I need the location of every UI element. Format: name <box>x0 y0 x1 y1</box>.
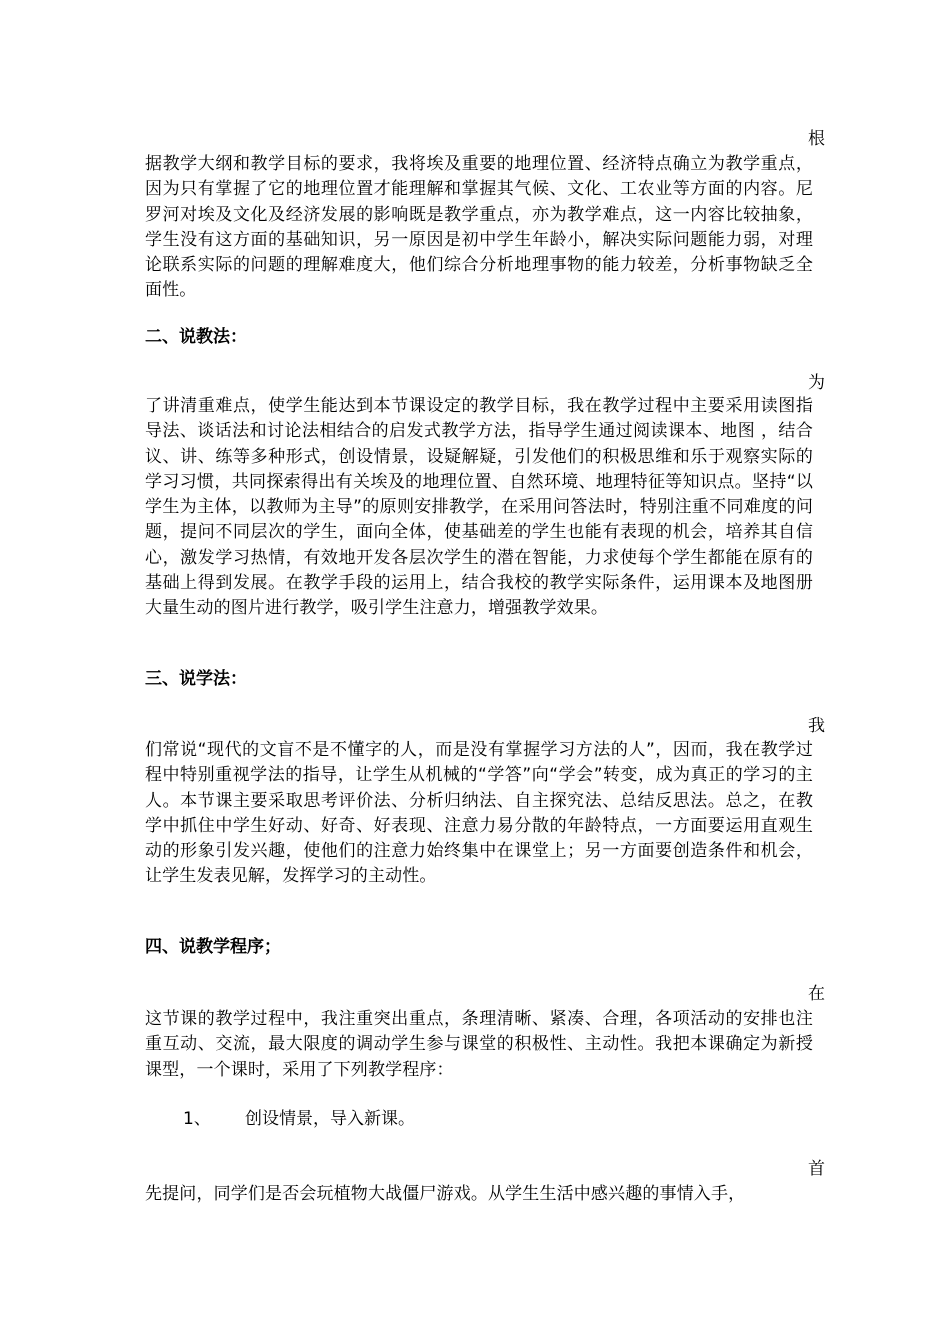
heading-learning-method: 三、说学法： <box>145 669 247 689</box>
paragraph-teaching-procedure: 这节课的教学过程中，我注重突出重点，条理清晰、紧凑、合理，各项活动的安排也注重互动、交流，最大限度的调动学生参与课堂的积极性、主动性。我把本课确定为新授课型，一个课时，采用了下列教学程序： <box>145 1009 813 1080</box>
paragraph-learning-method: 们常说“现代的文盲不是不懂字的人，而是没有掌握学习方法的人”，因而，我在教学过程中特别重视学法的指导，让学生从机械的“学答”向“学会”转变，成为真正的学习的主人。本节课主要采取思考评价法、分析归纳法、自主探究法、总结反思法。总之，在教学中抓住中学生好动、好奇、好表现、注意力易分散的年龄特点，一方面要运用直观生动的形象引发兴趣，使他们的注意力始终集中在课堂上；另一方面要创造条件和机会，让学生发表见解，发挥学习的主动性。 <box>145 740 813 887</box>
lead-char-3: 我 <box>808 716 825 736</box>
lead-char-5: 首 <box>808 1159 825 1179</box>
paragraph-intro-question: 先提问，同学们是否会玩植物大战僵尸游戏。从学生生活中感兴趣的事情入手， <box>145 1184 746 1204</box>
paragraph-teaching-method: 了讲清重难点，使学生能达到本节课设定的教学目标，我在教学过程中主要采用读图指导法、谈话法和讨论法相结合的启发式教学方法，指导学生通过阅读课本、地图 ，结合议、讲、练等多种形式，创设情景，设疑解疑，引发他们的积极思维和乐于观察实际的学习习惯，共同探索得出有关埃及的地理位置、自然环境、地理特征等知识点。坚持“以学生为主体，以教师为主导”的原则安排教学，在采用问答法时，特别注重不同难度的问题，提问不同层次的学生，面向全体，使基础差的学生也能有表现的机会，培养其自信心，激发学习热情，有效地开发各层次学生的潜在智能，力求使每个学生都能在原有的基础上得到发展。在教学手段的运用上，结合我校的教学实际条件，运用课本及地图册大量生动的图片进行教学，吸引学生注意力，增强教学效果。 <box>145 396 813 619</box>
list-number: 1、 <box>183 1109 211 1129</box>
lead-char-4: 在 <box>808 984 825 1004</box>
list-text: 创设情景，导入新课。 <box>245 1109 415 1129</box>
list-item-1 <box>183 1108 783 1130</box>
heading-teaching-method: 二、说教法： <box>145 327 247 347</box>
lead-char-1: 根 <box>808 129 825 149</box>
lead-char-2: 为 <box>808 373 825 393</box>
heading-teaching-procedure: 四、说教学程序； <box>145 937 281 957</box>
paragraph-teaching-focus: 据教学大纲和教学目标的要求，我将埃及重要的地理位置、经济特点确立为教学重点，因为只有掌握了它的地理位置才能理解和掌握其气候、文化、工农业等方面的内容。尼罗河对埃及文化及经济发展的影响既是教学重点，亦为教学难点，这一内容比较抽象，学生没有这方面的基础知识，另一原因是初中学生年龄小，解决实际问题能力弱，对理论联系实际的问题的理解难度大，他们综合分析地理事物的能力较差，分析事物缺乏全面性。 <box>145 154 813 301</box>
